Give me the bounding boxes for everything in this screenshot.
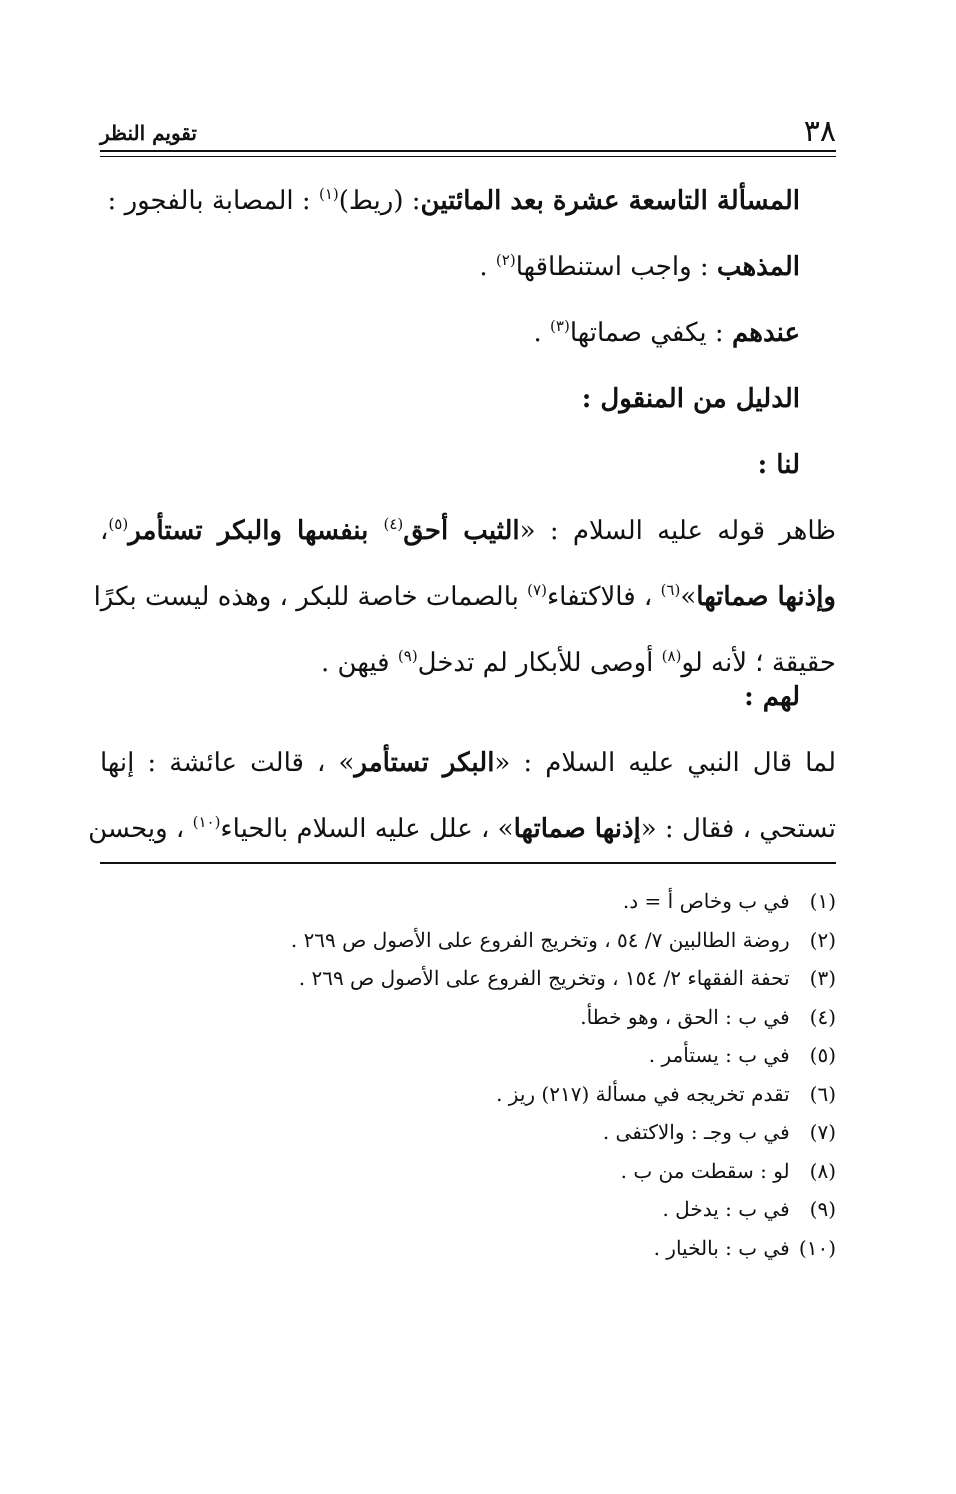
footnote-text: في ب وجـ : والاكتفى . <box>602 1120 790 1144</box>
footnote-text: في ب : يدخل . <box>662 1197 790 1221</box>
text-run: ، فالاكتفاء <box>546 582 661 612</box>
footnote-rule <box>100 862 836 864</box>
footnote-number: (١) <box>809 889 836 913</box>
footnote <box>100 1036 836 1075</box>
paragraph-line <box>100 730 836 796</box>
text-run: حقيقة ؛ لأنه لو <box>681 648 836 678</box>
footnote-number: (١٠) <box>798 1235 836 1260</box>
madhhab-text: : واجب استنطاقها <box>515 252 717 282</box>
footnote-ref: (٨) <box>661 647 682 665</box>
paragraph-lahum <box>88 730 836 862</box>
text-run: فيهن . <box>321 648 398 678</box>
header-rule-thin <box>100 156 836 157</box>
madhhab-label: المذهب <box>716 252 800 282</box>
text-run: » ، قالت عائشة : إنها <box>100 748 355 778</box>
footnote-ref: (٢) <box>495 251 516 269</box>
hadith-text: البكر تستأمر <box>354 748 495 778</box>
footnote-text: في ب : الحق ، وهو خطأ. <box>580 1004 790 1029</box>
indahum-label: عندهم <box>731 318 800 348</box>
text-run: أوصى للأبكار لم تدخل <box>417 648 662 678</box>
text-run: ظاهر قوله عليه السلام : « <box>519 516 836 546</box>
line-end: . <box>533 318 551 348</box>
footnote-ref: (٤) <box>383 515 404 533</box>
issue-title: المسألة التاسعة عشرة بعد المائتين <box>420 186 800 216</box>
footnote-text: روضة الطالبين ٧/ ٥٤ ، وتخريج الفروع على الأصول ص ٢٦٩ . <box>290 927 790 952</box>
text-run: ، ويحسن <box>88 814 193 844</box>
issue-line <box>100 168 800 234</box>
main-text <box>100 168 800 498</box>
indahum-line <box>100 300 800 366</box>
evidence-heading: الدليل من المنقول : <box>581 384 800 414</box>
footnote <box>100 1113 836 1152</box>
footnote <box>100 1152 836 1191</box>
footnote-ref: (١٠) <box>192 813 221 831</box>
hadith-text: الثيب أحق <box>403 516 520 546</box>
footnote-number: (٤) <box>809 1004 836 1029</box>
footnote-number: (٣) <box>809 966 836 990</box>
paragraph-line <box>100 498 836 564</box>
text-run: » <box>680 582 697 612</box>
footnote-text: في ب : يستأمر . <box>648 1043 790 1067</box>
footnote <box>100 921 836 960</box>
issue-subject: : المصابة بالفجور : <box>107 186 319 216</box>
running-title: تقويم النظر <box>100 121 197 145</box>
footnote-text: في ب : بالخيار . <box>653 1235 790 1260</box>
footnote-text: تحفة الفقهاء ٢/ ١٥٤ ، وتخريج الفروع على الأصول ص ٢٦٩ . <box>298 966 790 990</box>
madhhab-line <box>100 234 800 300</box>
footnote-ref: (٥) <box>108 515 129 533</box>
text-run: لما قال النبي عليه السلام : « <box>494 748 836 778</box>
line-end: . <box>479 252 496 282</box>
hadith-text: إذنها صماتها <box>513 814 641 844</box>
paragraph-line <box>93 564 836 630</box>
footnote-ref: (٣) <box>550 317 570 335</box>
lana-heading: لنا : <box>757 450 800 480</box>
page-header <box>100 112 836 152</box>
paragraph-line <box>88 796 836 862</box>
footnote-number: (٩) <box>809 1197 836 1221</box>
footnote-text: تقدم تخريجه في مسألة (٢١٧) ريز . <box>496 1081 790 1106</box>
header-rule <box>100 150 836 152</box>
lahum-heading: لهم : <box>744 682 800 712</box>
footnote-number: (٦) <box>809 1081 836 1106</box>
footnote-ref: (٩) <box>397 647 418 665</box>
lahum-block <box>100 664 800 730</box>
footnote <box>100 1229 836 1268</box>
footnote-text: لو : سقطت من ب . <box>620 1158 790 1183</box>
footnote <box>100 959 836 998</box>
hadith-text: وإذنها صماتها <box>696 582 836 612</box>
text-run: بالصمات خاصة للبكر ، وهذه ليست بكرًا <box>93 582 528 612</box>
text-run: » ، علل عليه السلام بالحياء <box>220 814 514 844</box>
footnote-number: (٥) <box>809 1043 836 1067</box>
text-run: تستحي ، فقال : « <box>640 814 836 844</box>
footnote-ref: (٧) <box>527 581 547 599</box>
footnote-number: (٨) <box>809 1158 836 1183</box>
footnote <box>100 1190 836 1229</box>
text-run: ، <box>100 516 109 546</box>
footnote-number: (٢) <box>809 927 836 952</box>
footnote <box>100 882 836 921</box>
footnote-number: (٧) <box>809 1120 836 1144</box>
hadith-text: بنفسها والبكر تستأمر <box>128 516 384 546</box>
page-number: ٣٨ <box>803 114 836 149</box>
issue-code: : (ريط) <box>338 186 421 216</box>
footnote <box>100 1075 836 1114</box>
footnote-text: في ب وخاص أ = د. <box>622 889 790 913</box>
footnotes <box>100 882 836 1267</box>
indahum-text: : يكفي صماتها <box>569 318 732 348</box>
footnote-ref: (٦) <box>660 581 681 599</box>
footnote <box>100 998 836 1037</box>
footnote-ref: (١) <box>318 185 339 203</box>
